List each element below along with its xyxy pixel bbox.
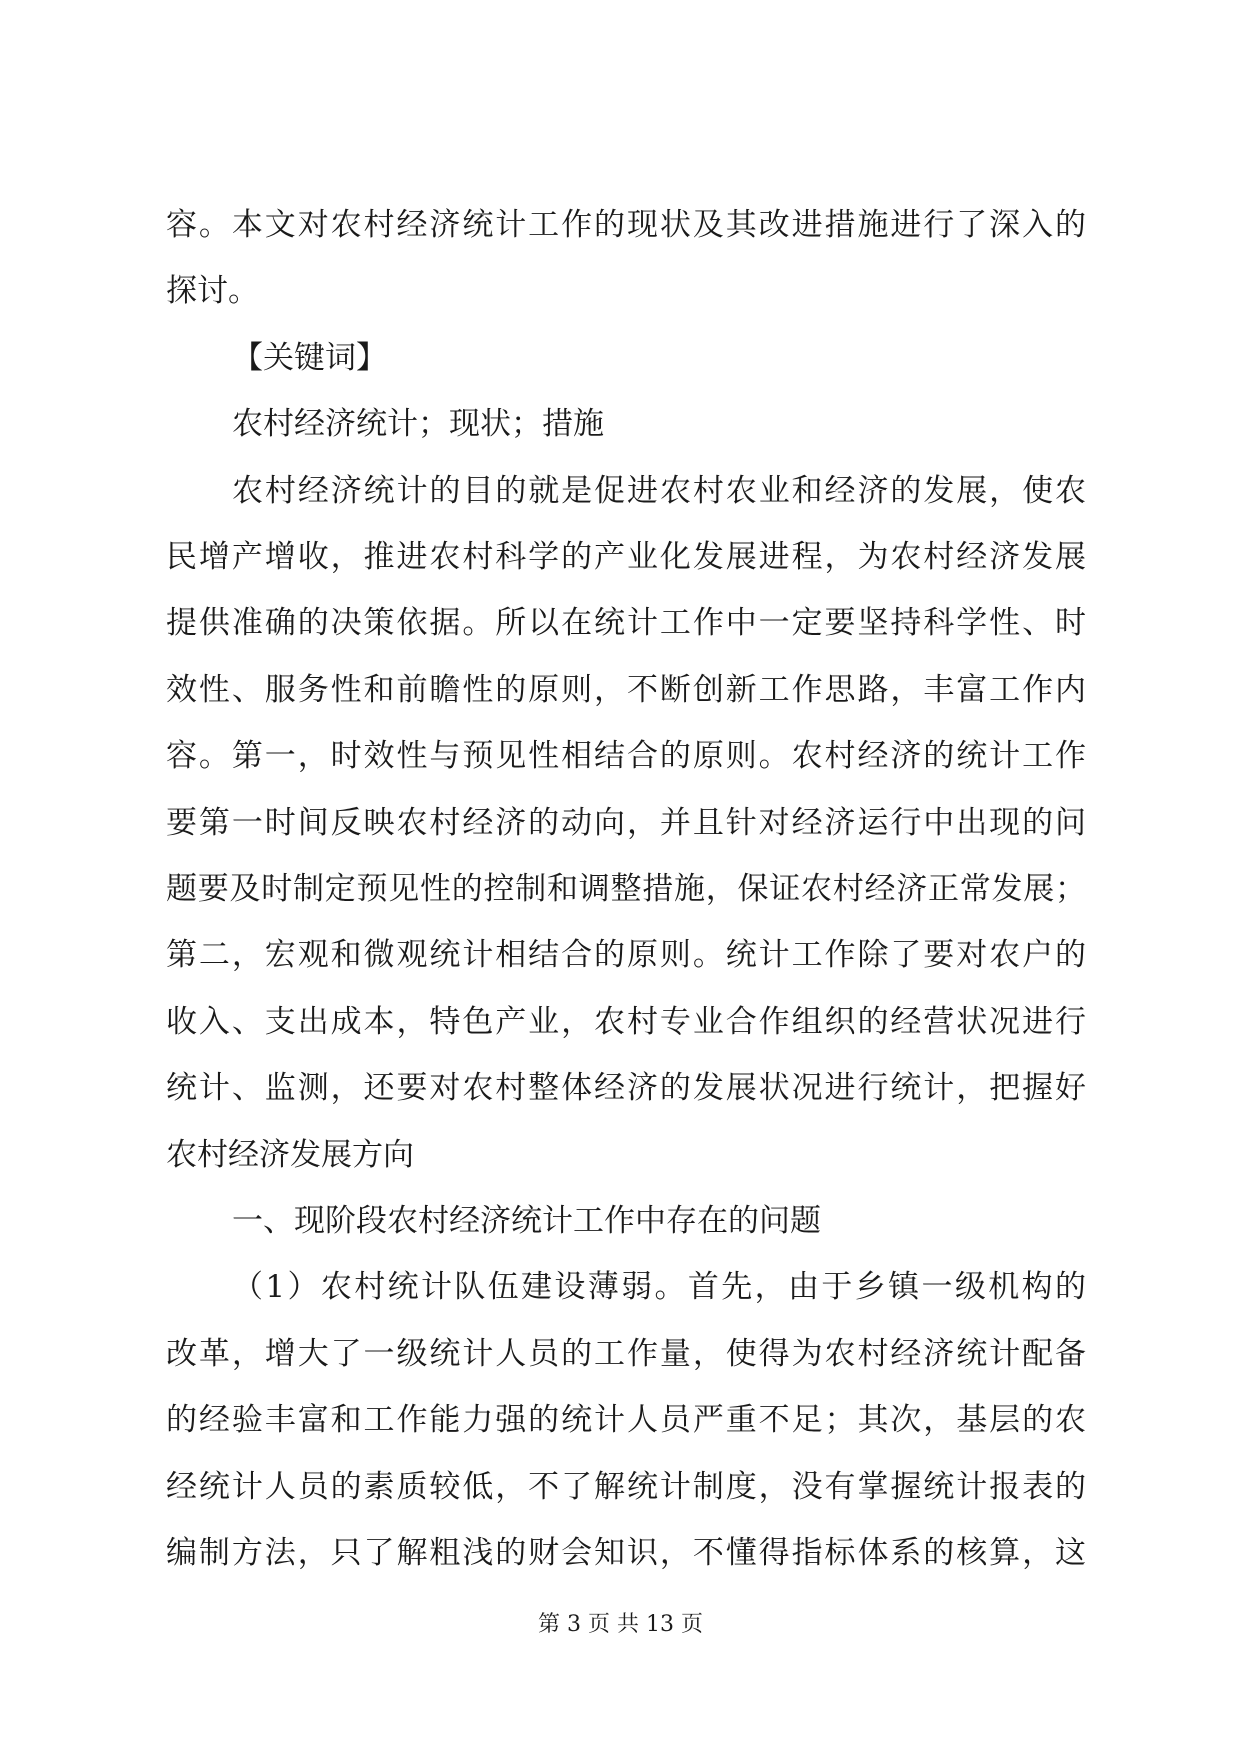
text-line: 农村经济发展方向 [166,1137,414,1173]
text-line: 的经验丰富和工作能力强的统计人员严重不足；其次，基层的农 [166,1402,1086,1438]
text-line: 第二，宏观和微观统计相结合的原则。统计工作除了要对农户的 [166,937,1086,973]
text-line: （1）农村统计队伍建设薄弱。首先，由于乡镇一级机构的 [232,1269,1086,1305]
text-line: 提供准确的决策依据。所以在统计工作中一定要坚持科学性、时 [166,605,1086,641]
text-line: 探讨。 [166,273,259,309]
text-line: 收入、支出成本，特色产业，农村专业合作组织的经营状况进行 [166,1004,1086,1040]
text-line: 容。本文对农村经济统计工作的现状及其改进措施进行了深入的 [166,207,1086,243]
text-line: 容。第一，时效性与预见性相结合的原则。农村经济的统计工作 [166,738,1086,774]
text-line: 民增产增收，推进农村科学的产业化发展进程，为农村经济发展 [166,539,1086,575]
text-line: 农村经济统计的目的就是促进农村农业和经济的发展，使农 [232,473,1086,509]
text-line: 统计、监测，还要对农村整体经济的发展状况进行统计，把握好 [166,1070,1086,1106]
text-line: 题要及时制定预见性的控制和调整措施，保证农村经济正常发展； [166,871,1086,907]
text-line: 【关键词】 [232,340,387,376]
text-line: 要第一时间反映农村经济的动向，并且针对经济运行中出现的问 [166,805,1086,841]
text-line: 编制方法，只了解粗浅的财会知识，不懂得指标体系的核算，这 [166,1535,1086,1571]
text-line: 经统计人员的素质较低，不了解统计制度，没有掌握统计报表的 [166,1469,1086,1505]
text-line: 一、现阶段农村经济统计工作中存在的问题 [232,1203,821,1239]
text-line: 改革，增大了一级统计人员的工作量，使得为农村经济统计配备 [166,1336,1086,1372]
page-footer: 第 3 页 共 13 页 [538,1612,703,1637]
text-line: 效性、服务性和前瞻性的原则，不断创新工作思路，丰富工作内 [166,672,1086,708]
text-line: 农村经济统计；现状；措施 [232,406,604,442]
